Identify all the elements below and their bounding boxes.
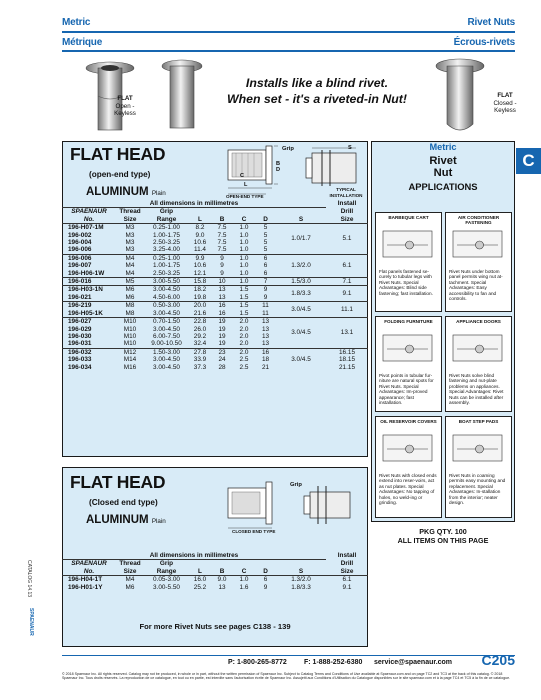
table-cell: 16 bbox=[255, 348, 276, 356]
table-cell: 1.5 bbox=[239, 309, 249, 317]
side-catalog-label: CATALOG 14.13 bbox=[26, 560, 32, 598]
open-end-col-thread-2: Size bbox=[116, 216, 144, 224]
part-number: 196-033 bbox=[68, 356, 92, 364]
table-cell: 1.3/2.0 bbox=[276, 576, 326, 584]
table-cell: 2.50-3.25 bbox=[152, 239, 180, 247]
table-cell: 7.5 bbox=[217, 246, 227, 254]
table-cell: 2.0 bbox=[233, 348, 255, 356]
footer-rule bbox=[62, 655, 515, 656]
table-cell: M10 bbox=[116, 318, 144, 326]
closed-end-title: FLAT HEAD bbox=[70, 472, 166, 492]
part-number: 196-030 bbox=[68, 332, 92, 340]
open-end-dim-d: D bbox=[276, 167, 281, 173]
table-cell: 8.2 bbox=[189, 224, 211, 232]
table-cell: 6 bbox=[263, 262, 268, 270]
table-cell: 0.50-3.00 bbox=[144, 302, 189, 310]
part-number: 196-029 bbox=[68, 325, 92, 333]
header-right-fr: Écrous-rivets bbox=[453, 37, 515, 48]
table-cell: 9.0 bbox=[195, 231, 205, 239]
table-cell: M4 bbox=[116, 254, 144, 262]
application-illustration bbox=[449, 225, 510, 265]
table-cell: 1.0 bbox=[233, 254, 255, 262]
open-end-subtitle: (open-end type) bbox=[89, 170, 151, 179]
table-cell: 33.9 bbox=[193, 356, 207, 364]
table-cell: 13 bbox=[261, 340, 270, 348]
table-cell: 1.00-1.75 bbox=[152, 262, 180, 270]
closed-end-table bbox=[62, 552, 368, 591]
table-cell: 21.6 bbox=[193, 309, 207, 317]
table-cell: 2.0 bbox=[239, 325, 249, 333]
pkg-qty-line-2: ALL ITEMS ON THIS PAGE bbox=[397, 536, 489, 545]
table-cell: 19 bbox=[218, 340, 226, 348]
table-cell: 19 bbox=[211, 318, 233, 326]
hero-slogan-line-2: When set - it's a riveted-in Nut! bbox=[227, 91, 407, 106]
part-number: 196-H06-1W bbox=[68, 269, 105, 277]
table-cell: 4.50-6.00 bbox=[152, 293, 180, 301]
table-cell: 5 bbox=[263, 231, 268, 239]
closed-end-col-grip-2: Range bbox=[144, 568, 189, 576]
table-cell: 18.2 bbox=[189, 286, 211, 294]
closed-end-col-drill-2: Drill bbox=[340, 560, 354, 568]
open-end-col-d: D bbox=[255, 216, 276, 224]
table-cell: 6 bbox=[263, 269, 268, 277]
table-cell: 23 bbox=[211, 348, 233, 356]
closed-end-material-suffix: Plain bbox=[151, 518, 166, 525]
table-cell: 9 bbox=[255, 286, 276, 294]
table-cell: 20.0 bbox=[189, 302, 211, 310]
open-end-table-group-header: All dimensions in millimetres bbox=[62, 200, 326, 208]
table-cell: 2.5 bbox=[239, 356, 249, 364]
closed-end-col-drill-1: Install bbox=[337, 552, 357, 560]
application-title: BARBEQUE CART bbox=[388, 215, 429, 220]
table-cell: 11 bbox=[255, 302, 276, 310]
applications-rivet: Rivet bbox=[429, 155, 457, 167]
table-cell: 3.00-4.50 bbox=[152, 325, 180, 333]
table-cell: 16 bbox=[218, 309, 226, 317]
table-cell: 9.1 bbox=[342, 583, 352, 591]
table-cell: M6 bbox=[125, 293, 135, 301]
table-cell: 1.0 bbox=[239, 239, 249, 247]
table-cell: 9 bbox=[211, 254, 233, 262]
footer-fax: F: 1-888-252-6380 bbox=[304, 659, 363, 666]
table-cell: 3.00-4.50 bbox=[152, 363, 180, 371]
table-cell-drill: 7.1 bbox=[326, 278, 368, 286]
application-card bbox=[375, 212, 442, 312]
closed-end-col-l: L bbox=[189, 568, 211, 576]
table-cell: 1.6 bbox=[239, 583, 249, 591]
application-illustration bbox=[449, 329, 510, 369]
open-end-grip-label: Grip bbox=[282, 146, 294, 152]
open-end-dim-b: B bbox=[276, 161, 281, 167]
closed-end-material bbox=[86, 514, 166, 526]
table-cell-s: 1.8/3.3 bbox=[276, 286, 326, 302]
table-cell: 2.5 bbox=[239, 363, 249, 371]
table-cell-s: 3.0/4.5 bbox=[276, 302, 326, 318]
hero-right-label-2: Closed - bbox=[493, 99, 517, 107]
table-cell: 5 bbox=[263, 239, 268, 247]
open-end-col-grip-2: Range bbox=[144, 216, 189, 224]
table-cell: 1.0 bbox=[233, 224, 255, 232]
open-end-typical-label: TYPICAL INSTALLATION bbox=[329, 187, 363, 198]
closed-end-material-name: ALUMINUM bbox=[86, 514, 149, 526]
table-cell-s: 3.0/4.5 bbox=[276, 318, 326, 349]
table-cell: 2.50-3.25 bbox=[152, 269, 180, 277]
table-cell: 1.8/3.3 bbox=[291, 583, 311, 591]
open-end-col-c: C bbox=[233, 216, 255, 224]
part-number: 196-007 bbox=[68, 262, 92, 270]
section-tab-letter: C bbox=[522, 151, 535, 170]
table-cell-drill: 13.1 bbox=[326, 318, 368, 349]
table-cell: M8 bbox=[125, 309, 135, 317]
application-title: BOAT STEP PADS bbox=[458, 419, 499, 424]
table-cell: 9.00-10.50 bbox=[151, 340, 182, 348]
closed-end-col-part-2: No. bbox=[62, 568, 116, 576]
table-cell: 2.0 bbox=[239, 332, 249, 340]
table-cell: 9 bbox=[263, 583, 268, 591]
table-cell: 32.4 bbox=[193, 340, 207, 348]
table-cell: 2.0 bbox=[233, 318, 255, 326]
table-cell: M14 bbox=[123, 356, 137, 364]
table-cell: 6.1 bbox=[326, 576, 368, 584]
table-cell: 27.8 bbox=[189, 348, 211, 356]
part-number: 196-004 bbox=[68, 239, 92, 247]
table-cell: 13 bbox=[261, 332, 270, 340]
side-brand-label: SPAENAUR bbox=[28, 608, 34, 636]
closed-end-col-part-1: SPAENAUR bbox=[71, 560, 107, 568]
application-text: Rivet Nuts solve blind fastening and nut-plate problems on appliances. Special Advantages: Rivet Nuts can be installed after assembly. bbox=[449, 373, 504, 406]
table-cell: 9.0 bbox=[211, 576, 233, 584]
table-cell: 7 bbox=[255, 278, 276, 286]
table-cell: 1.0 bbox=[233, 576, 255, 584]
header-left-en: Metric bbox=[62, 17, 91, 28]
table-cell: 6 bbox=[255, 576, 276, 584]
application-title: APPLIANCE DOORS bbox=[456, 319, 501, 324]
table-cell: 19.8 bbox=[193, 293, 207, 301]
table-cell: M6 bbox=[116, 286, 144, 294]
open-end-material-name: ALUMINUM bbox=[86, 186, 149, 198]
table-cell: 22.8 bbox=[189, 318, 211, 326]
open-end-table bbox=[62, 200, 368, 371]
table-cell: 1.5 bbox=[233, 302, 255, 310]
table-row bbox=[62, 318, 368, 326]
open-end-col-b: B bbox=[211, 216, 233, 224]
table-cell: 19 bbox=[218, 332, 226, 340]
part-number: 196-032 bbox=[62, 348, 116, 356]
table-cell: 1.0 bbox=[239, 246, 249, 254]
table-cell: 9 bbox=[220, 269, 224, 277]
part-number: 196-006 bbox=[62, 254, 116, 262]
table-cell-drill: 11.1 bbox=[326, 302, 368, 318]
table-cell: 1.50-3.00 bbox=[144, 348, 189, 356]
applications-metric: Metric bbox=[429, 142, 457, 152]
table-cell-s: 1.5/3.0 bbox=[276, 278, 326, 286]
application-card bbox=[445, 416, 512, 518]
table-cell: 13 bbox=[218, 583, 226, 591]
open-end-dim-l: L bbox=[244, 182, 248, 188]
closed-end-col-b: B bbox=[211, 568, 233, 576]
table-row bbox=[62, 348, 368, 356]
part-number: 196-016 bbox=[62, 278, 116, 286]
part-number: 196-H05-1K bbox=[68, 309, 103, 317]
application-illustration bbox=[379, 429, 440, 469]
table-cell: 13 bbox=[255, 318, 276, 326]
table-row bbox=[62, 278, 368, 286]
table-row bbox=[62, 224, 368, 232]
table-cell: M4 bbox=[125, 262, 135, 270]
table-cell: M12 bbox=[116, 348, 144, 356]
table-cell: 21 bbox=[261, 363, 270, 371]
table-cell: 7.5 bbox=[217, 231, 227, 239]
table-cell: 11 bbox=[262, 309, 269, 317]
header-left-fr: Métrique bbox=[62, 37, 103, 48]
table-cell-drill: 6.1 bbox=[326, 254, 368, 277]
open-end-col-part-1: SPAENAUR bbox=[71, 208, 107, 216]
pkg-qty bbox=[371, 527, 515, 545]
table-cell: M5 bbox=[116, 278, 144, 286]
closed-end-subtitle: (Closed end type) bbox=[89, 498, 158, 507]
table-cell: 5 bbox=[263, 246, 268, 254]
open-end-diagram-label: OPEN-END TYPE bbox=[226, 194, 264, 199]
table-cell: M3 bbox=[116, 224, 144, 232]
table-cell: 2.0 bbox=[239, 340, 249, 348]
table-cell: 10 bbox=[211, 278, 233, 286]
table-cell: 16 bbox=[211, 302, 233, 310]
table-cell: M6 bbox=[125, 583, 135, 591]
table-cell: 19 bbox=[218, 325, 226, 333]
table-cell-drill: 16.15 bbox=[326, 348, 368, 356]
table-cell: 15.8 bbox=[189, 278, 211, 286]
table-cell: 1.5 bbox=[233, 286, 255, 294]
table-cell: M8 bbox=[116, 302, 144, 310]
table-cell: 3.00-5.50 bbox=[152, 583, 180, 591]
hero-right-label-3: Keyless bbox=[494, 107, 516, 114]
closed-end-col-thread-1: Thread bbox=[119, 560, 141, 568]
part-number: 196-006 bbox=[68, 246, 92, 254]
table-cell: M4 bbox=[116, 576, 144, 584]
table-cell: 9 bbox=[220, 262, 224, 270]
header-rule-1 bbox=[62, 31, 515, 33]
hero-left-label-1: FLAT bbox=[117, 95, 133, 102]
table-cell: M3 bbox=[125, 239, 135, 247]
table-cell: 1.00-1.75 bbox=[152, 231, 180, 239]
table-cell: 6.00-7.50 bbox=[152, 332, 180, 340]
table-cell: M10 bbox=[123, 340, 137, 348]
table-cell: 13 bbox=[218, 293, 226, 301]
application-illustration bbox=[379, 329, 440, 369]
table-cell: 13 bbox=[261, 325, 270, 333]
table-cell: 7.5 bbox=[217, 239, 227, 247]
open-end-material bbox=[86, 186, 166, 198]
hero-left-label-3: Keyless bbox=[114, 110, 136, 117]
part-number: 196-027 bbox=[62, 318, 116, 326]
table-cell: 1.0 bbox=[239, 262, 249, 270]
open-end-col-part-2: No. bbox=[62, 216, 116, 224]
table-row bbox=[62, 254, 368, 262]
open-end-material-suffix: Plain bbox=[151, 190, 166, 197]
open-end-col-drill-2: Drill bbox=[340, 208, 354, 216]
table-cell: M3 bbox=[125, 231, 135, 239]
closed-end-diagram-label: CLOSED END TYPE bbox=[232, 529, 276, 534]
part-number: 196-H03-1N bbox=[62, 286, 116, 294]
open-end-col-drill-3: Size bbox=[326, 216, 368, 224]
open-end-col-s: S bbox=[276, 216, 326, 224]
part-number: 196-H07-1M bbox=[62, 224, 116, 232]
table-row bbox=[62, 584, 368, 591]
header-right-en: Rivet Nuts bbox=[467, 17, 515, 28]
table-cell: 37.3 bbox=[193, 363, 207, 371]
hero-rivet-open-side bbox=[158, 56, 206, 136]
closed-end-table-group-header: All dimensions in millimetres bbox=[62, 552, 326, 560]
table-cell: 9.9 bbox=[189, 254, 211, 262]
open-end-col-thread-1: Thread bbox=[119, 208, 141, 216]
open-end-col-l: L bbox=[189, 216, 211, 224]
table-cell: 1.0 bbox=[239, 231, 249, 239]
table-cell: M10 bbox=[123, 332, 137, 340]
part-number: 196-034 bbox=[68, 363, 92, 371]
hero-slogan-line-1: Installs like a blind rivet. bbox=[245, 76, 389, 90]
table-cell: M4 bbox=[125, 269, 135, 277]
applications-header bbox=[371, 142, 515, 192]
applications-title: APPLICATIONS bbox=[408, 181, 478, 192]
hero-slogan bbox=[212, 76, 422, 107]
table-cell: 0.70-1.50 bbox=[144, 318, 189, 326]
application-text: Pivot points in tubular fur-niture are natural spots for Rivet Nuts. Special Advantages: Im-proved appearance; fast installation. bbox=[379, 373, 434, 406]
footer-email: service@spaenaur.com bbox=[374, 659, 453, 666]
table-cell: 1.5 bbox=[239, 293, 249, 301]
table-cell: 9 bbox=[263, 293, 268, 301]
table-cell-s: 3.0/4.5 bbox=[276, 348, 326, 371]
table-cell: 16.0 bbox=[189, 576, 211, 584]
footer-page-number: C205 bbox=[481, 652, 515, 668]
application-illustration bbox=[449, 429, 510, 469]
table-cell: 7.5 bbox=[211, 224, 233, 232]
applications-nut: Nut bbox=[433, 167, 453, 179]
table-cell: 3.00-4.50 bbox=[152, 309, 180, 317]
application-text: Rivet Nuts in coaming permits easy mounting and replacement. Special Advantages: In-stallation from the interior; neater design. bbox=[449, 473, 506, 506]
table-cell: 18 bbox=[261, 356, 270, 364]
hero-left-label-2: Open - bbox=[115, 102, 135, 110]
table-cell: 29.2 bbox=[193, 332, 207, 340]
table-cell: 0.25-1.00 bbox=[144, 254, 189, 262]
closed-end-col-c: C bbox=[233, 568, 255, 576]
application-card bbox=[375, 316, 442, 412]
table-cell-drill: 5.1 bbox=[326, 224, 368, 255]
closed-end-col-d: D bbox=[255, 568, 276, 576]
table-cell: 28 bbox=[218, 363, 226, 371]
open-end-title: FLAT HEAD bbox=[70, 144, 166, 164]
part-number: 196-H01-1Y bbox=[68, 583, 103, 591]
closed-end-col-thread-2: Size bbox=[116, 568, 144, 576]
closed-end-col-drill-3: Size bbox=[326, 568, 368, 576]
part-number: 196-219 bbox=[62, 302, 116, 310]
closed-end-table-body bbox=[62, 576, 368, 591]
pkg-qty-line-1: PKG QTY. 100 bbox=[419, 527, 467, 536]
table-cell: 13 bbox=[211, 286, 233, 294]
table-cell: 3.00-5.50 bbox=[144, 278, 189, 286]
open-end-table-body bbox=[62, 224, 368, 371]
table-cell: 26.0 bbox=[193, 325, 207, 333]
part-number: 196-031 bbox=[68, 340, 92, 348]
table-cell: 1.0 bbox=[239, 269, 249, 277]
closed-end-col-s: S bbox=[276, 568, 326, 576]
application-illustration bbox=[379, 225, 440, 265]
table-row bbox=[62, 576, 368, 584]
table-cell: 1.0 bbox=[233, 278, 255, 286]
part-number: 196-H04-1T bbox=[62, 576, 116, 584]
application-title: AIR CONDITIONER FASTENING bbox=[457, 215, 500, 225]
open-end-col-drill-1: Install bbox=[337, 200, 357, 208]
application-text: Flat panels fastened se-curely to tubular legs with Rivet Nuts. Special Advantages: Blind side fastening; fast installation. bbox=[379, 269, 433, 296]
table-cell: 11.4 bbox=[194, 246, 206, 254]
open-end-dim-c: C bbox=[240, 173, 245, 179]
closed-end-grip-label: Grip bbox=[290, 482, 302, 488]
table-cell: 5 bbox=[255, 224, 276, 232]
table-cell-s: 1.0/1.7 bbox=[276, 224, 326, 255]
table-cell: 12.1 bbox=[193, 269, 207, 277]
part-number: 196-021 bbox=[68, 293, 92, 301]
table-cell: 3.25-4.00 bbox=[152, 246, 180, 254]
table-cell-drill: 21.15 bbox=[339, 363, 355, 371]
application-text: Rivet Nuts under bottom panel permits wing nut at-tachment. Special Advantages: Easy accessibility to fan and controls. bbox=[449, 269, 503, 302]
application-title: FOLDING FURNITURE bbox=[384, 319, 433, 324]
table-cell-s: 1.3/2.0 bbox=[276, 254, 326, 277]
hero-right-label-1: FLAT bbox=[497, 92, 513, 99]
open-end-col-grip-1: Grip bbox=[159, 208, 174, 216]
table-cell: M10 bbox=[123, 325, 137, 333]
application-card bbox=[445, 212, 512, 312]
application-card bbox=[375, 416, 442, 518]
open-end-dim-s: S bbox=[348, 145, 352, 151]
application-card bbox=[445, 316, 512, 412]
table-cell: 0.05-3.00 bbox=[144, 576, 189, 584]
section-tab bbox=[516, 148, 541, 174]
footer-phone: P: 1-800-265-8772 bbox=[228, 659, 287, 666]
table-cell: 0.25-1.00 bbox=[144, 224, 189, 232]
application-text: Rivet Nuts with closed ends extend into reser-voirs, act as nut plates. Special Advantages: No tapping of holes, no weld-ing or grinding. bbox=[379, 473, 437, 506]
more-rivet-nuts-note: For more Rivet Nuts see pages C138 - 139 bbox=[139, 622, 291, 631]
table-cell-drill: 18.15 bbox=[339, 356, 355, 364]
application-title: OIL RESERVOIR COVERS bbox=[380, 419, 437, 424]
table-cell: M3 bbox=[125, 246, 135, 254]
table-cell: M16 bbox=[123, 363, 137, 371]
closed-end-col-grip-1: Grip bbox=[159, 560, 174, 568]
table-row bbox=[62, 286, 368, 294]
hero-rivet-closed-image bbox=[433, 56, 488, 138]
table-cell: 10.6 bbox=[193, 262, 207, 270]
part-number: 196-002 bbox=[68, 231, 92, 239]
header-rule-2 bbox=[62, 50, 515, 52]
table-cell: 10.6 bbox=[193, 239, 207, 247]
table-cell: 3.00-4.50 bbox=[144, 286, 189, 294]
table-cell: 3.00-4.50 bbox=[152, 356, 180, 364]
table-row bbox=[62, 302, 368, 310]
footer-copyright: © 2018 Spaenaur Inc. All rights reserved. Catalog may not be produced, in whole or in part, without the written permission of Spaenaur Inc. Subject to Catalog Terms and Conditions of Use available at Spaenaur.com and on page TC2 and TC3 at the back of this catalog. © 2018 Spaenaur Inc. Tous droits réservés. La reproduction de ce catalogue, en tout ou en partie, est interdite sans l'autorisation écrite de Spaenaur Inc. Assujetti aux Conditions d'Utilisation du Catalogue disponibles sur le site spaenaur.com et à la page TC4 et TC5 à la fin de ce catalogue. bbox=[62, 672, 511, 681]
table-cell: 25.2 bbox=[193, 583, 207, 591]
table-cell: 6 bbox=[255, 254, 276, 262]
table-cell: 24 bbox=[218, 356, 226, 364]
table-cell-drill: 9.1 bbox=[326, 286, 368, 302]
